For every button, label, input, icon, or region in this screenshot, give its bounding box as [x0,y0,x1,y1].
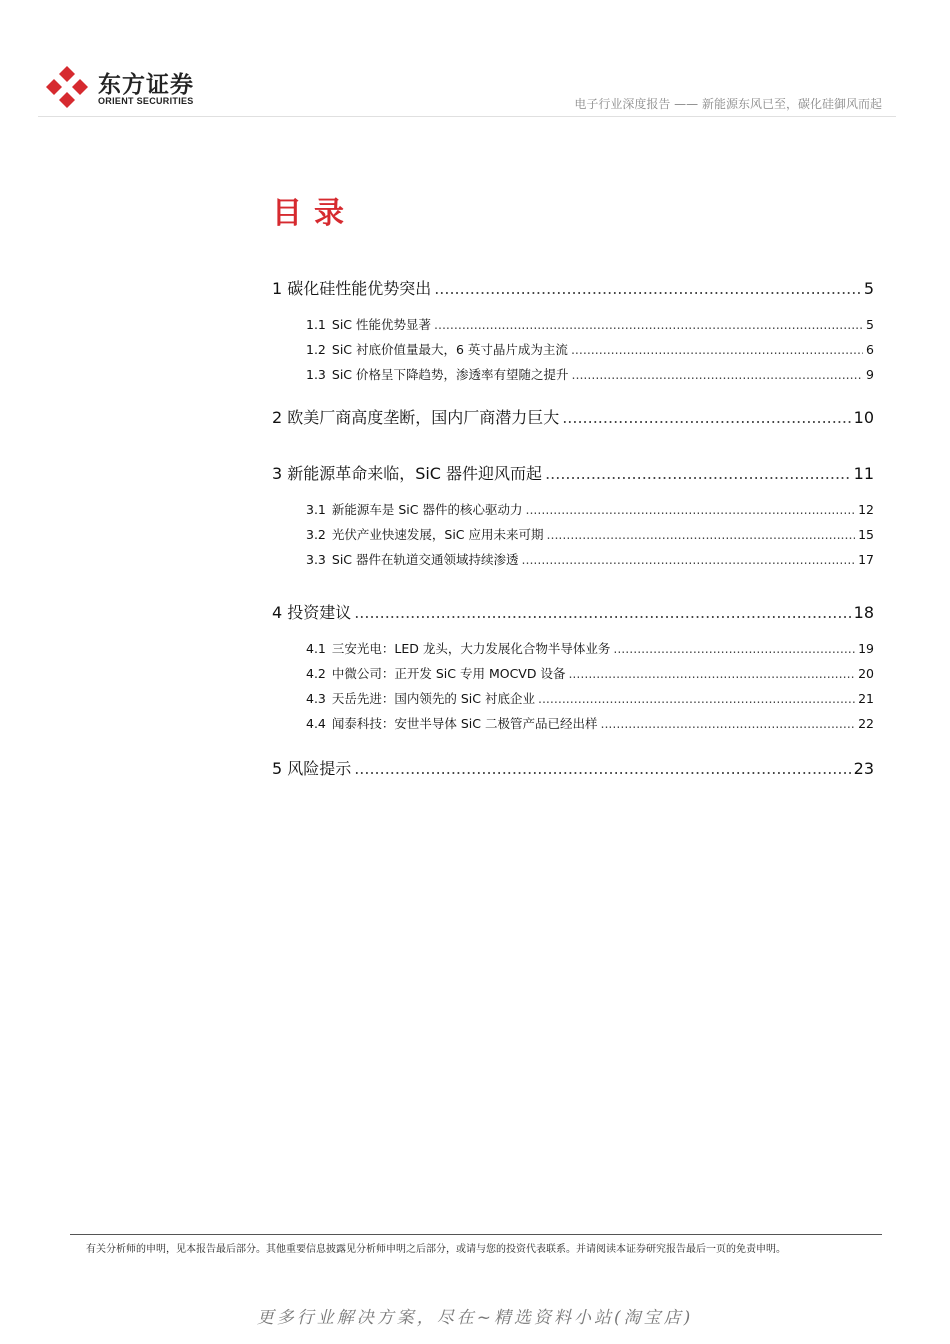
toc-item-label: SiC 价格呈下降趋势，渗透率有望随之提升 [331,367,569,382]
toc-leader-dots [568,661,855,686]
toc-page-number: 11 [853,464,874,483]
toc-section-number: 5 [272,759,283,778]
toc-item-4-1[interactable] [272,636,874,661]
toc-page-number: 17 [858,552,874,567]
disclaimer-text: 有关分析师的申明，见本报告最后部分。其他重要信息披露见分析师申明之后部分，或请与您的投资代表联系。并请阅读本证券研究报告最后一页的免责申明。 [86,1244,786,1255]
toc-item-1-3[interactable] [272,362,874,387]
toc-section-4[interactable] [272,600,874,626]
toc-item-label: 三安光电：LED 龙头，大力发展化合物半导体业务 [331,641,611,656]
header-divider [38,116,896,117]
toc-section-label: 风险提示 [287,759,352,778]
toc-page-number: 15 [858,527,874,542]
toc-section-number: 2 [272,408,283,427]
toc-section-number: 3 [272,464,283,483]
toc-section-number: 1 [272,279,283,298]
toc-page-number: 20 [858,666,874,681]
toc-section-label: 碳化硅性能优势突出 [287,279,432,298]
toc-item-number: 4.4 [306,716,326,731]
toc-item-number: 3.2 [306,527,326,542]
toc-section-label: 新能源革命来临，SiC 器件迎风而起 [287,464,543,483]
logo-diamond [46,79,62,95]
toc-leader-dots [562,405,850,431]
toc-section-3[interactable] [272,461,874,487]
toc-item-number: 4.2 [306,666,326,681]
toc-section-number: 4 [272,603,283,622]
logo-diamond [72,79,88,95]
toc-leader-dots [572,362,864,387]
toc-page-number: 10 [853,408,874,427]
page-header [0,0,950,120]
toc-item-number: 3.3 [306,552,326,567]
brand-name-en: ORIENT SECURITIES [98,96,194,106]
toc-page-number: 22 [858,716,874,731]
toc-item-number: 1.3 [306,367,326,382]
toc-item-label: 光伏产业快速发展，SiC 应用未来可期 [331,527,544,542]
orient-securities-logo-icon [44,64,90,110]
logo-diamond [59,66,75,82]
toc-section-label: 投资建议 [287,603,352,622]
toc-item-label: SiC 性能优势显著 [331,317,431,332]
toc-page-number: 23 [853,759,874,778]
toc-item-number: 4.3 [306,691,326,706]
toc-page-number: 19 [858,641,874,656]
toc-item-number: 1.1 [306,317,326,332]
toc-title: 目录 [272,196,356,231]
toc-item-1-2[interactable] [272,337,874,362]
toc-leader-dots [571,337,863,362]
toc-leader-dots [434,276,861,302]
toc-leader-dots [600,711,855,736]
report-title: 电子行业深度报告 —— 新能源东风已至，碳化硅御风而起 [574,97,882,111]
toc-leader-dots [434,312,863,337]
logo-cross [61,81,73,93]
toc-page-number: 9 [866,367,874,382]
brand-name-cn: 东方证券 [98,72,194,98]
toc-item-4-2[interactable] [272,661,874,686]
table-of-contents [272,276,874,782]
toc-item-label: 天岳先进：国内领先的 SiC 衬底企业 [331,691,535,706]
toc-item-label: 新能源车是 SiC 器件的核心驱动力 [331,502,523,517]
toc-item-1-1[interactable] [272,312,874,337]
toc-section-label: 欧美厂商高度垄断，国内厂商潜力巨大 [287,408,560,427]
toc-page-number: 5 [866,317,874,332]
toc-page-number: 21 [858,691,874,706]
toc-item-3-3[interactable] [272,547,874,572]
toc-item-4-3[interactable] [272,686,874,711]
toc-page-number: 6 [866,342,874,357]
toc-leader-dots [545,461,851,487]
toc-page-number: 18 [853,603,874,622]
toc-item-number: 3.1 [306,502,326,517]
toc-leader-dots [354,600,850,626]
toc-leader-dots [613,636,855,661]
toc-item-label: 中微公司：正开发 SiC 专用 MOCVD 设备 [331,666,566,681]
toc-item-label: SiC 器件在轨道交通领域持续渗透 [331,552,519,567]
toc-item-label: SiC 衬底价值量最大，6 英寸晶片成为主流 [331,342,568,357]
toc-leader-dots [547,522,856,547]
toc-item-3-1[interactable] [272,497,874,522]
toc-section-1[interactable] [272,276,874,302]
toc-section-2[interactable] [272,405,874,431]
toc-leader-dots [538,686,855,711]
toc-page-number: 12 [858,502,874,517]
toc-section-5[interactable] [272,756,874,782]
toc-item-3-2[interactable] [272,522,874,547]
toc-item-label: 闻泰科技：安世半导体 SiC 二极管产品已经出样 [331,716,598,731]
footer-divider [70,1234,882,1235]
toc-item-number: 1.2 [306,342,326,357]
toc-page-number: 5 [863,279,874,298]
toc-item-number: 4.1 [306,641,326,656]
watermark-text: 更多行业解决方案，尽在~精选资料小站(淘宝店) [256,1308,694,1328]
toc-leader-dots [354,756,850,782]
logo-diamond [59,92,75,108]
toc-leader-dots [525,497,855,522]
toc-leader-dots [522,547,856,572]
toc-item-4-4[interactable] [272,711,874,736]
